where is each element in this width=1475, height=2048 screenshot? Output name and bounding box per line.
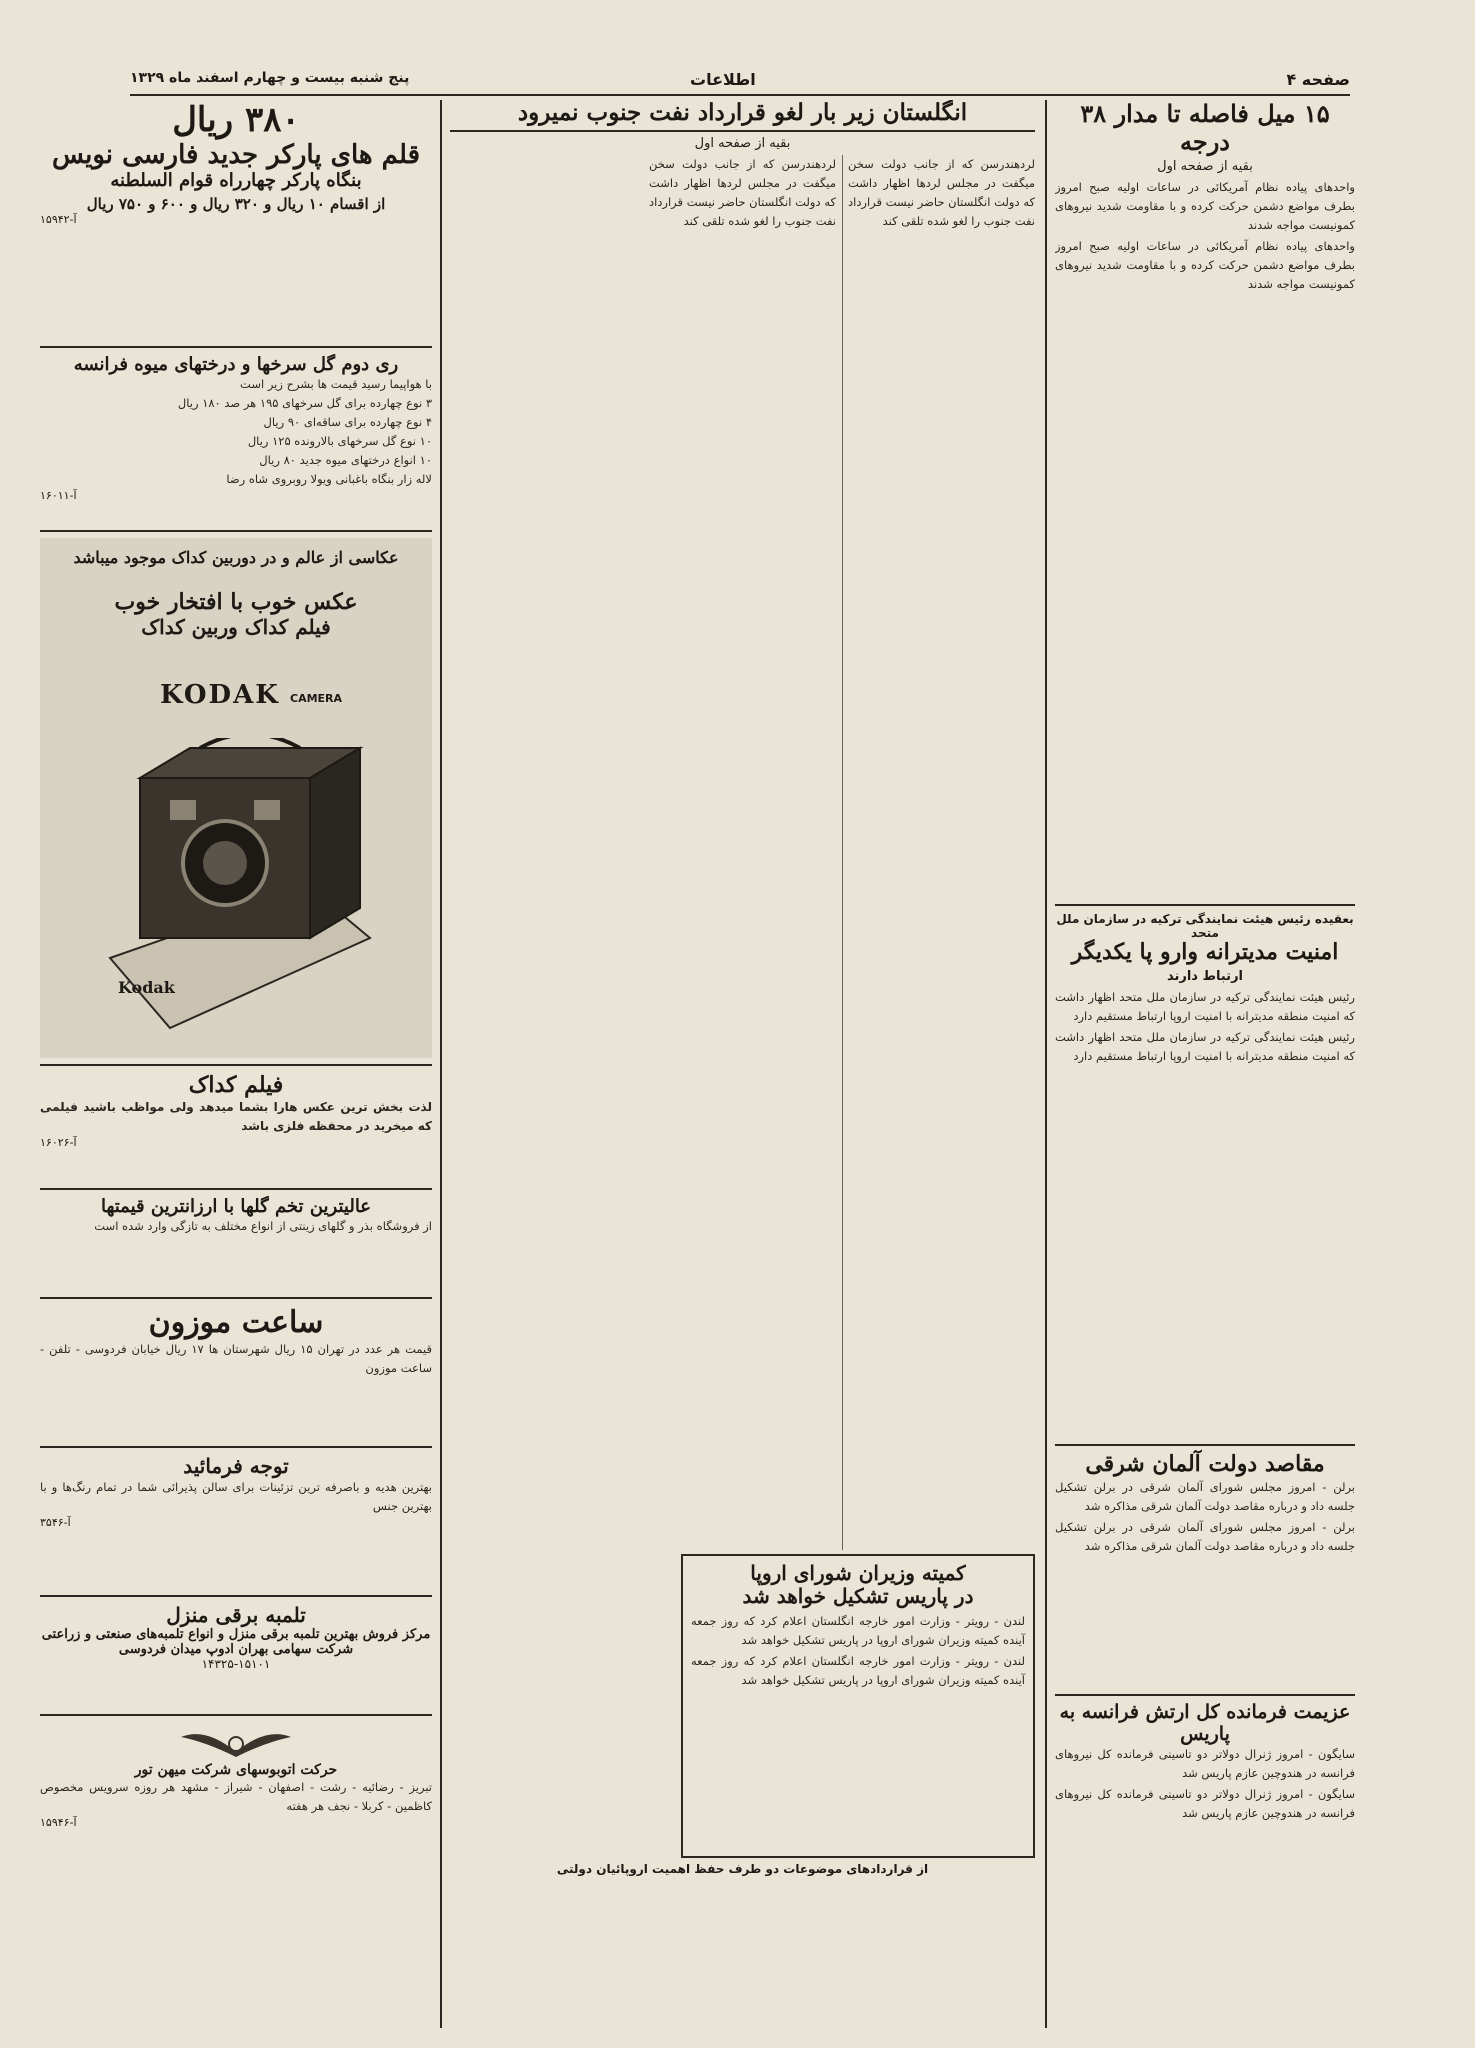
ad-watch xyxy=(40,1305,432,1440)
box-headline: کمیته وزیران شورای اروپا xyxy=(750,1561,966,1586)
headline-oil: انگلستان زیر بار لغو قرارداد نفت جنوب نمیرود xyxy=(450,100,1035,132)
ad-line: بنگاه پارکر چهارراه قوام السلطنه xyxy=(110,170,362,191)
divider xyxy=(1055,904,1355,906)
headline-mediterranean: امنیت مدیترانه وارو پا یکدیگر xyxy=(1071,939,1339,966)
subhead: بقیه از صفحه اول xyxy=(694,136,791,152)
box-headline-2: در پاریس تشکیل خواهد شد xyxy=(742,1584,974,1609)
column-rule xyxy=(1045,100,1047,2028)
paragraph: برلن - امروز مجلس شورای آلمان شرقی در برلن تشکیل جلسه داد و درباره مقاصد دولت آلمان شرقی مذاکره شد xyxy=(1055,1479,1355,1513)
ad-body: از فروشگاه بذر و گلهای زینتی از انواع مختلف به تازگی وارد شده است xyxy=(94,1219,432,1233)
ad-line: لاله زار بنگاه باغبانی ویولا روبروی شاه رضا xyxy=(226,472,432,486)
paragraph: سایگون - امروز ژنرال دولاتر دو تاسینی فرمانده کل نیروهای فرانسه در هندوچین عازم پاریس شد xyxy=(1055,1747,1355,1781)
paragraph: لندن - رویتر - وزارت امور خارجه انگلستان اعلام کرد که روز جمعه آینده کمیته وزیران شورای اروپا در پاریس تشکیل خواهد شد xyxy=(691,1614,1025,1648)
subhead: ارتباط دارند xyxy=(1166,969,1244,985)
divider xyxy=(40,1297,432,1299)
divider xyxy=(40,346,432,348)
ad-code: آ-۱۵۹۴۲ xyxy=(40,213,77,226)
ad-headline: ساعت موزون xyxy=(148,1305,324,1340)
paragraph: رئیس هیئت نمایندگی ترکیه در سازمان ملل متحد اظهار داشت که امنیت منطقه مدیترانه با امنیت اروپا ارتباط مستقیم دارد xyxy=(1055,990,1355,1024)
ad-kodak-film xyxy=(40,1072,432,1182)
center-column xyxy=(450,100,1035,2028)
divider xyxy=(1055,1694,1355,1696)
ad-headline: فیلم کداک xyxy=(188,1072,284,1098)
headline-france: عزیمت فرمانده کل ارتش فرانسه به پاریس xyxy=(1059,1700,1351,1745)
right-column xyxy=(1055,100,1355,2028)
ad-headline: عکس خوب با افتخار خوب xyxy=(114,589,358,615)
ad-line: ۴ نوع چهارده برای ساقه‌ای ۹۰ ریال xyxy=(263,415,432,429)
paragraph: لندن - رویتر - وزارت امور خارجه انگلستان اعلام کرد که روز جمعه آینده کمیته وزیران شورای اروپا در پاریس تشکیل خواهد شد xyxy=(691,1654,1025,1688)
paragraph: واحدهای پیاده نظام آمریکائی در ساعات اولیه صبح امروز بطرف مواضع دشمن حرکت کرده و با مقاومت شدید نیروهای کمونیست مواجه شدند xyxy=(1055,239,1355,292)
kodak-box-label: Kodak xyxy=(118,978,175,997)
paragraph: سایگون - امروز ژنرال دولاتر دو تاسینی فرمانده کل نیروهای فرانسه در هندوچین عازم پاریس شد xyxy=(1055,1787,1355,1821)
ad-body: تبریز - رضائیه - رشت - اصفهان - شیراز - مشهد هر روزه سرویس مخصوص کاظمین - کربلا - نجف هر هفته xyxy=(40,1780,432,1813)
article-body xyxy=(1055,1745,1355,1895)
ad-headline: حرکت اتوبوسهای شرکت میهن تور xyxy=(134,1762,338,1778)
paragraph: برلن - امروز مجلس شورای آلمان شرقی در برلن تشکیل جلسه داد و درباره مقاصد دولت آلمان شرقی مذاکره شد xyxy=(1055,1519,1355,1553)
ad-body: لذت بخش ترین عکس هارا بشما میدهد ولی مواظب باشید فیلمی که میخرید در محفظه فلزی باشد xyxy=(40,1100,432,1133)
kicker: بعقیده رئیس هیئت نمایندگی ترکیه در سازمان ملل متحد xyxy=(1056,912,1354,941)
ad-line: ۳ نوع چهارده برای گل سرخهای ۱۹۵ هر صد ۱۸۰ ریال xyxy=(177,396,432,410)
footer-line: از قراردادهای موضوعات دو طرف حفظ اهمیت اروپائیان دولتی xyxy=(556,1862,929,1877)
newspaper-name: اطلاعات xyxy=(690,70,756,89)
kodak-banner xyxy=(160,680,280,710)
ad-bus xyxy=(40,1722,432,1882)
article-body xyxy=(1055,988,1355,1438)
ad-headline: توجه فرمائید xyxy=(183,1454,289,1478)
europe-council-box xyxy=(681,1554,1035,1858)
ad-body: مرکز فروش بهترین تلمبه برقی منزل و انواع تلمبه‌های صنعتی و زراعتی xyxy=(41,1627,431,1642)
ad-roses xyxy=(40,354,432,524)
ad-company: شرکت سهامی بهران ادوپ میدان فردوسی xyxy=(118,1642,354,1657)
headline-east-germany: مقاصد دولت آلمان شرقی xyxy=(1085,1451,1325,1478)
ad-prices: از اقسام ۱۰ ریال و ۳۲۰ ریال و ۶۰۰ و ۷۵۰ ریال xyxy=(86,195,386,213)
ad-code: آ-۳۵۴۶ xyxy=(40,1516,71,1529)
ad-code: آ-۱۵۹۴۶ xyxy=(40,1816,77,1829)
column-rule xyxy=(440,100,442,2028)
article-body xyxy=(1055,178,1355,898)
paragraph: لردهندرسن که از جانب دولت سخن میگفت در مجلس لردها اظهار داشت که دولت انگلستان حاضر نیست قرارداد نفت جنوب را لغو شده تلقی کند xyxy=(848,157,1035,229)
ad-headline: ری دوم گل سرخها و درختهای میوه فرانسه xyxy=(73,354,399,375)
ad-code: آ-۱۶۰۲۶ xyxy=(40,1136,77,1149)
ad-line: با هواپیما رسید قیمت ها بشرح زیر است xyxy=(240,377,432,391)
divider xyxy=(40,1714,432,1716)
ad-body: بهترین هدیه و باصرفه ترین تزئینات برای سالن پذیرائی شما در تمام رنگ‌ها و با بهترین جنس xyxy=(40,1480,432,1513)
divider xyxy=(40,1595,432,1597)
left-column xyxy=(40,100,432,2028)
ad-price: ۳۸۰ ریال xyxy=(172,100,300,140)
divider xyxy=(40,1064,432,1066)
ad-headline: عالیترین تخم گلها با ارزانترین قیمتها xyxy=(100,1196,372,1217)
divider xyxy=(40,1188,432,1190)
paragraph: رئیس هیئت نمایندگی ترکیه در سازمان ملل متحد اظهار داشت که امنیت منطقه مدیترانه با امنیت اروپا ارتباط مستقیم دارد xyxy=(1055,1030,1355,1064)
kodak-brand: KODAK xyxy=(160,680,280,710)
paragraph: واحدهای پیاده نظام آمریکائی در ساعات اولیه صبح امروز بطرف مواضع دشمن حرکت کرده و با مقاومت شدید نیروهای کمونیست مواجه شدند xyxy=(1055,180,1355,233)
ad-pumps xyxy=(40,1603,432,1708)
masthead xyxy=(130,68,1350,96)
divider xyxy=(1055,1444,1355,1446)
page-number: صفحه ۴ xyxy=(1286,70,1350,89)
ad-line: ۱۰ نوع گل سرخهای بالارونده ۱۲۵ ریال xyxy=(247,434,432,448)
camera-word: CAMERA xyxy=(290,692,343,705)
ad-line: قلم های پارکر جدید فارسی نویس xyxy=(51,140,421,170)
subhead: بقیه از صفحه اول xyxy=(1157,159,1253,175)
article-body xyxy=(450,155,1035,1550)
ad-tagline: عکاسی از عالم و در دوربین کداک موجود میباشد xyxy=(73,548,399,567)
ad-seeds xyxy=(40,1196,432,1291)
box-body xyxy=(683,1608,1033,1806)
ad-code: آ-۱۶۰۱۱ xyxy=(40,489,77,502)
headline-korea: ۱۵ میل فاصله تا مدار ۳۸ درجه xyxy=(1080,100,1330,156)
article-body xyxy=(1055,1478,1355,1688)
issue-date: پنج شنبه بیست و چهارم اسفند ماه ۱۳۲۹ xyxy=(130,70,410,86)
ad-attention xyxy=(40,1454,432,1589)
ad-headline: تلمبه برقی منزل xyxy=(166,1603,306,1627)
ad-subline: فیلم کداک وربین کداک xyxy=(141,615,331,639)
ad-parker xyxy=(40,100,432,340)
ad-body: قیمت هر عدد در تهران ۱۵ ریال شهرستان ها ۱۷ ریال خیابان فردوسی - تلفن - ساعت موزون xyxy=(40,1342,432,1375)
wings-logo-icon xyxy=(176,1722,296,1762)
paragraph: لردهندرسن که از جانب دولت سخن میگفت در مجلس لردها اظهار داشت که دولت انگلستان حاضر نیست قرارداد نفت جنوب را لغو شده تلقی کند xyxy=(649,157,836,229)
divider xyxy=(40,530,432,532)
divider xyxy=(40,1446,432,1448)
ad-line: ۱۰ انواع درختهای میوه جدید ۸۰ ریال xyxy=(259,453,432,467)
ad-kodak-image xyxy=(40,538,432,1058)
ad-phone: ۱۴۳۲۵-۱۵۱۰۱ xyxy=(201,1657,271,1671)
ad-body xyxy=(40,375,432,489)
